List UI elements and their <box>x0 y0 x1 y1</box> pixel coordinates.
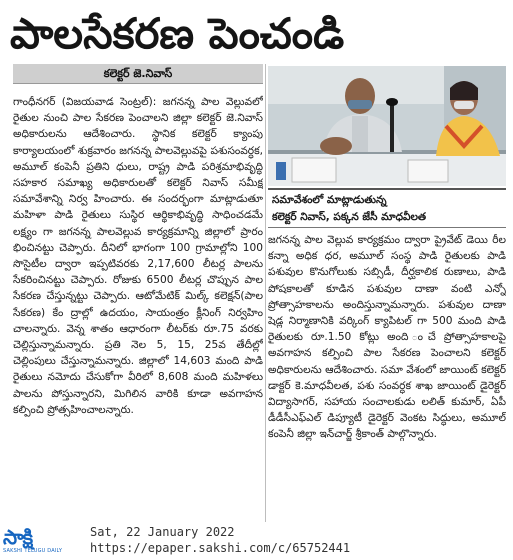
bureau-byline: కలెక్టర్ జె.నివాస్ <box>13 64 263 84</box>
headline: పాలసేకరణ పెంచండి <box>10 9 345 58</box>
sakshi-logo <box>3 526 65 560</box>
photo-caption-line2: కలెక్టర్ నివాస్, పక్కన జేసీ మాధవీలత <box>272 211 427 223</box>
article-column-left <box>13 94 263 522</box>
article-body-left: గాంధీనగర్ (విజయవాడ సెంట్రల్): జగనన్న పాల వెల్లువలో రైతుల నుంచి పాల సేకరణ పెంచాలని జిల్లా కలెక్టర్ జె.నివాస్ అధికారులను ఆదేశించారు. స్థానిక కలెక్టర్ క్యాంపు కార్యాలయంలో శుక్రవారం జగనన్న పాలవెల్లువపై పశుసంవర్ధక, అమూల్ కంపెనీ ప్రతిని ధులు, రాష్ట్ర పాడి పరిశ్రమాభివృద్ధి సహకార సమాఖ్య అధికారులతో కలెక్టర్ నివాస్ సమీక్ష సమావేశాన్ని నిర్వ హించారు. ఈ సందర్భంగా మాట్లాడుతూ మహిళా పాడి రైతులు సుస్థిర ఆర్థికాభివృద్ధి సాధించడమే లక్ష్యం గా జగనన్న పాలవెల్లువ కార్యక్రమాన్ని జిల్లాలో ప్రారం భించినట్టు చెప్పారు. దీనిలో భాగంగా 100 గ్రామాల్లోని 100 సొసైటీల ద్వారా ఇప్పటివరకు 2,17,600 లీటర్ల పాలను సేకరించినట్టు చెప్పారు. రోజుకు 6500 లీటర్ల చొప్పున పాల సేకరణ చేస్తున్నట్టు చెప్పారు. ఆటోమేటిక్ మిల్క్ కలెక్షన్(పాల సేకరణ) కేం ద్రాల్లో ఉదయం, సాయంత్రం క్లీనింగ్ నిర్వహిం చాలన్నారు. వెన్న శాతం ఆధారంగా లీటర్‌కు రూ.75 వరకు చెల్లిస్తున్నామన్నారు. ప్రతి నెల 5, 15, 25వ తేదీల్లో చెల్లింపులు చేస్తున్నామన్నారు. జిల్లాలో 14,603 మంది పాడి రైతులు నమోదు చేసుకోగా వీరిలో 8,608 మంది మహిళలు పాలను పోస్తున్నారని, మిగిలిన వారికి కూడా అవగాహన కల్పించి ప్రోత్సహించాలన్నారు. <box>13 96 263 416</box>
meeting-photo <box>268 66 506 186</box>
column-divider <box>265 64 266 522</box>
photo-caption <box>268 188 506 228</box>
photo-caption-line1: సమావేశంలో మాట్లాడుతున్న <box>272 194 387 206</box>
article-body-right: జగనన్న పాల వెల్లువ కార్యక్రమం ద్వారా ప్రైవేట్ డెయి రీల కన్నా అధిక ధర, అమూల్ సంస్థ పాడి రైతులకు పాడి పశువుల కొనుగోలుకు సబ్సిడీ, దీర్ఘకాలిక రుణాలు, పాడి పోషకాలతో కూడిన పశువుల దాణా వంటి ఎన్నో ప్రోత్సాహకాలను అందిస్తున్నామన్నారు. పశువుల దాణా షెడ్ల నిర్మాణానికి వర్కింగ్ క్యాపిటల్ గా 500 మంది పాడి రైతులకు రూ.1.50 కోట్లు అంది ంచే ప్రోత్సాహకాలపై అవగాహన కల్పించి పాల సేకరణ పెంచాలని కలెక్టర్ అధికారులను ఆదేశించారు. సమా వేశంలో జాయింట్ కలెక్టర్ డాక్టర్ కె.మాధవీలత, పశు సంవర్ధక శాఖ జాయింట్ డైరెక్టర్ విద్యాసాగర్, సహాయ సంచాలకుడు లలిత్ కుమార్, ఏపీ డీడీసీఎఫ్‌ఎల్ డిప్యూటీ డైరెక్టర్ వెంకట సిద్ధులు, అమూల్ కంపెనీ జిల్లా ఇన్‌చార్జ్ శ్రీకాంత్ పాల్గొన్నారు. <box>268 234 506 441</box>
epaper-link[interactable]: https://epaper.sakshi.com/c/65752441 <box>90 541 351 555</box>
logo-tagline: SAKSHI TELUGU DAILY <box>3 548 63 554</box>
logo-wordmark: సాక్షి <box>3 525 33 549</box>
edition-date: Sat, 22 January 2022 <box>90 525 235 539</box>
article-column-right <box>268 232 506 522</box>
